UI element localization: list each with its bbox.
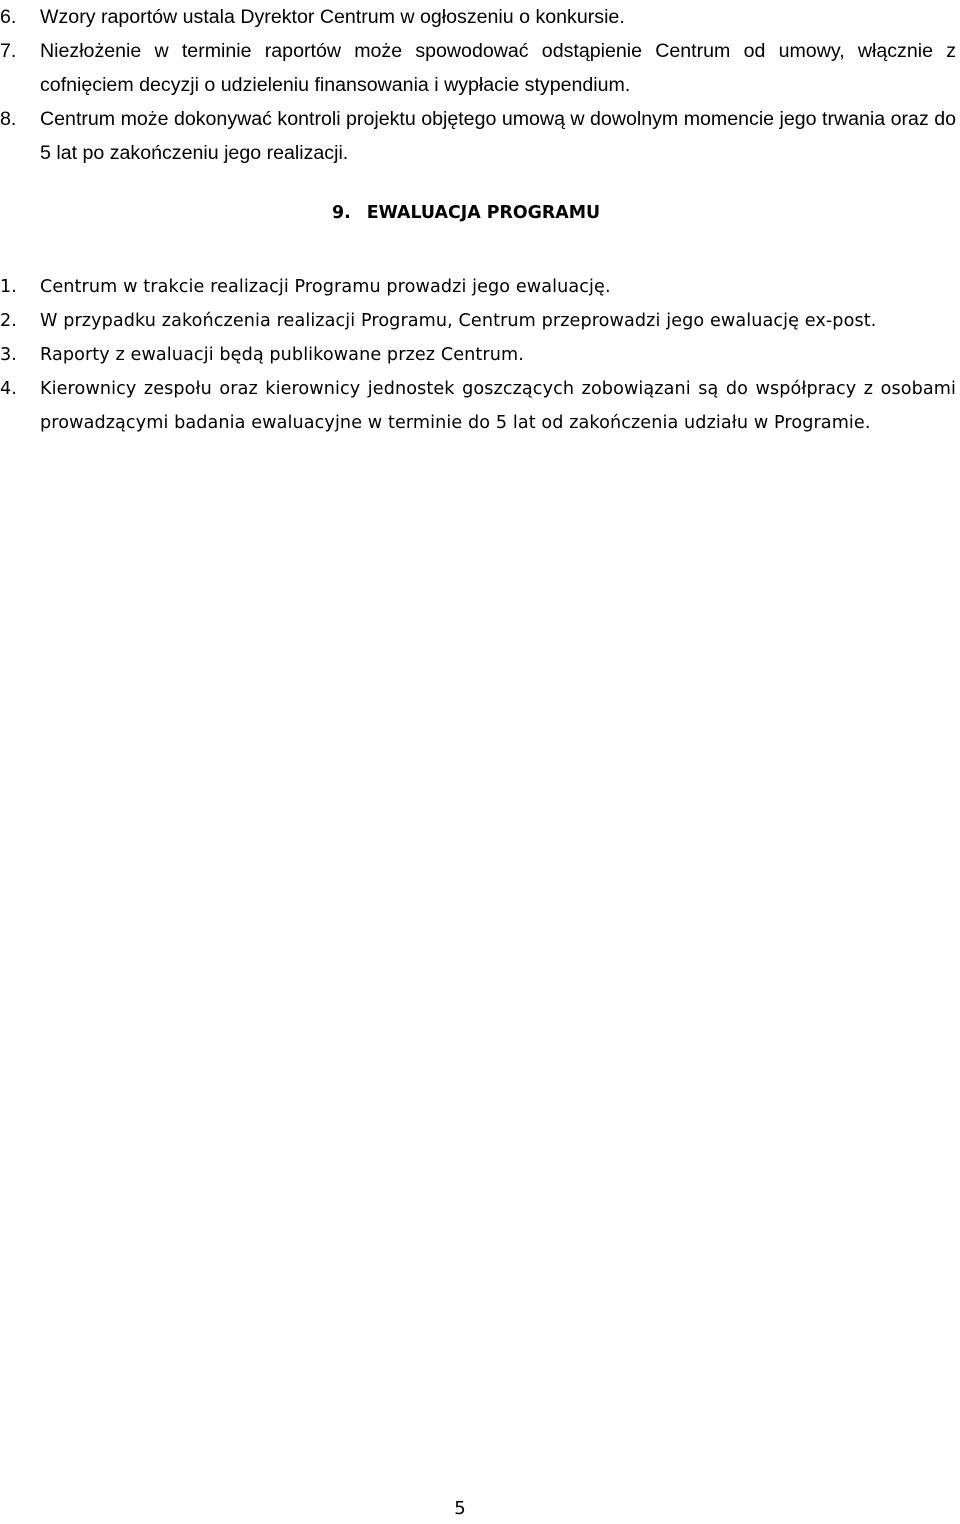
list-item-number: 1.	[0, 277, 17, 297]
list-item-text: Kierownicy zespołu oraz kierownicy jednostek goszczących zobowiązani są do współpracy z osobami prowadzącymi badania ewaluacyjne w terminie do 5 lat od zakończenia udziału w Programie.	[40, 379, 956, 433]
list-item-text: Wzory raportów ustala Dyrektor Centrum w ogłoszeniu o konkursie.	[40, 6, 625, 28]
list-item-number: 6.	[0, 6, 17, 28]
requirements-list	[0, 0, 960, 170]
list-item	[0, 338, 956, 372]
section-heading-title: EWALUACJA PROGRAMU	[366, 203, 601, 223]
list-item	[0, 270, 956, 304]
list-item	[0, 102, 956, 170]
list-item-number: 2.	[0, 311, 17, 331]
list-item-text: Niezłożenie w terminie raportów może spowodować odstąpienie Centrum od umowy, włącznie z cofnięciem decyzji o udzieleniu finansowania i wypłacie stypendium.	[40, 40, 956, 96]
list-item-text: Centrum może dokonywać kontroli projektu objętego umową w dowolnym momencie jego trwania oraz do 5 lat po zakończeniu jego realizacji.	[40, 108, 956, 164]
list-item-number: 7.	[0, 40, 17, 62]
list-item-number: 4.	[0, 379, 17, 399]
list-item-text: W przypadku zakończenia realizacji Programu, Centrum przeprowadzi jego ewaluację ex-post.	[40, 311, 877, 331]
list-item	[0, 304, 956, 338]
list-item-text: Centrum w trakcie realizacji Programu prowadzi jego ewaluację.	[40, 277, 611, 297]
list-item	[0, 372, 956, 440]
section-heading	[332, 198, 600, 228]
section-heading-number: 9.	[332, 203, 351, 223]
list-item-number: 8.	[0, 108, 17, 130]
list-item-number: 3.	[0, 345, 17, 365]
list-item	[0, 0, 956, 34]
list-item	[0, 34, 956, 102]
list-item-text: Raporty z ewaluacji będą publikowane przez Centrum.	[40, 345, 524, 365]
evaluation-list	[0, 270, 960, 440]
page-number: 5	[454, 1498, 466, 1519]
